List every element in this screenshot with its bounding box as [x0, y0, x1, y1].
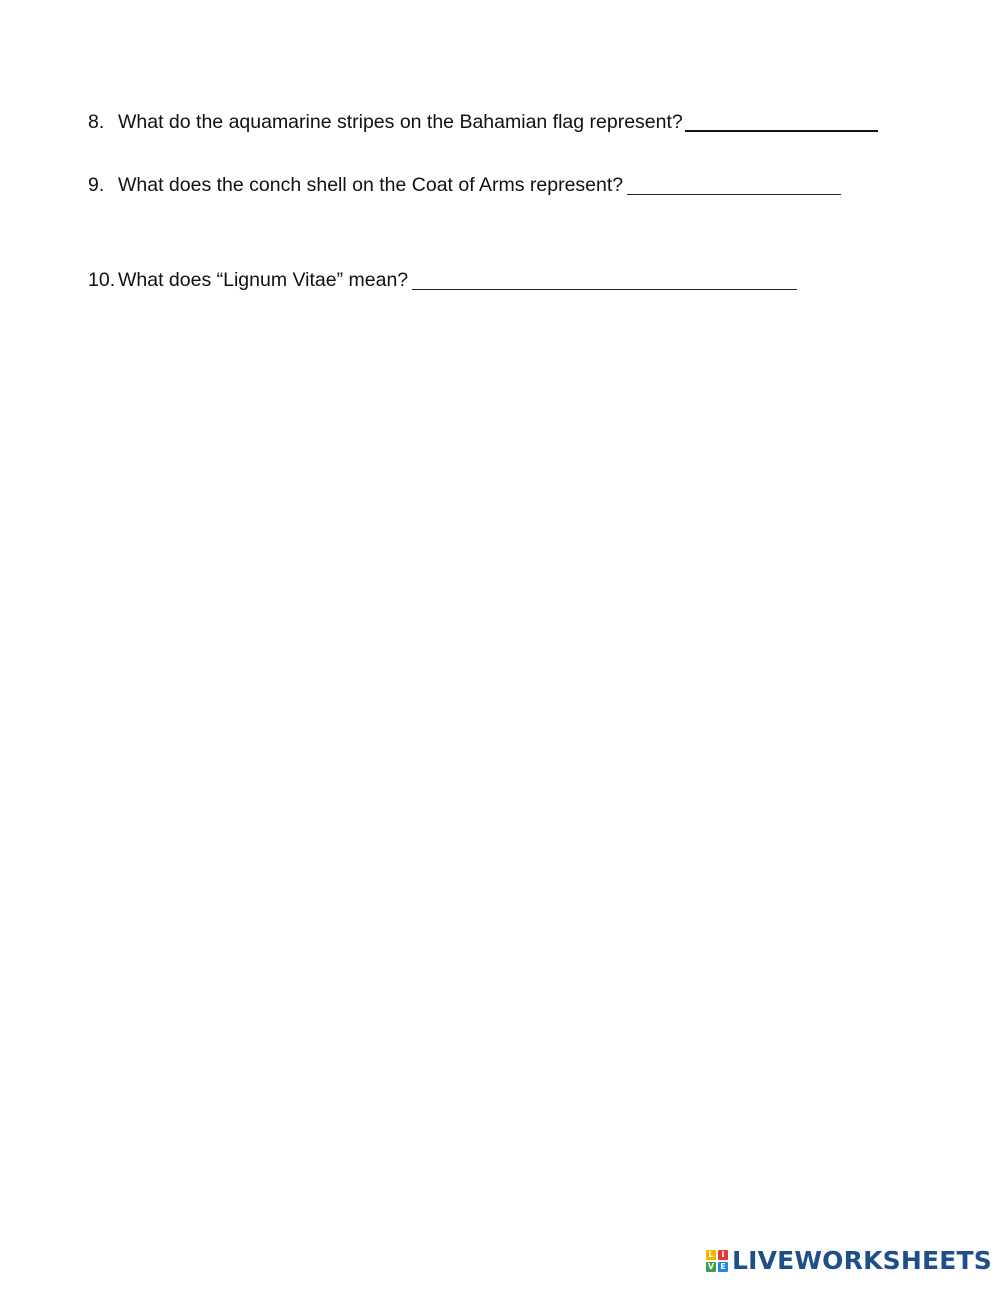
logo-text: LIVEWORKSHEETS [731, 1246, 992, 1275]
logo-icon [706, 1250, 728, 1272]
answer-blank[interactable] [685, 112, 878, 132]
answer-blank[interactable] [627, 176, 841, 195]
question-9 [88, 172, 841, 198]
question-8 [88, 108, 878, 135]
question-number: 9. [88, 174, 105, 196]
liveworksheets-logo [706, 1246, 992, 1275]
question-text: What does “Lignum Vitae” mean? [118, 269, 409, 291]
logo-cell-e: E [718, 1262, 728, 1272]
question-10 [88, 267, 797, 293]
question-number: 10. [88, 269, 116, 291]
answer-blank[interactable] [412, 271, 797, 290]
question-text: What do the aquamarine stripes on the Bahamian flag represent? [118, 111, 683, 133]
logo-cell-l: L [706, 1250, 716, 1260]
question-text: What does the conch shell on the Coat of Arms represent? [118, 174, 624, 196]
logo-cell-i: I [718, 1250, 728, 1260]
question-number: 8. [88, 111, 105, 133]
logo-cell-v: V [707, 1262, 715, 1271]
